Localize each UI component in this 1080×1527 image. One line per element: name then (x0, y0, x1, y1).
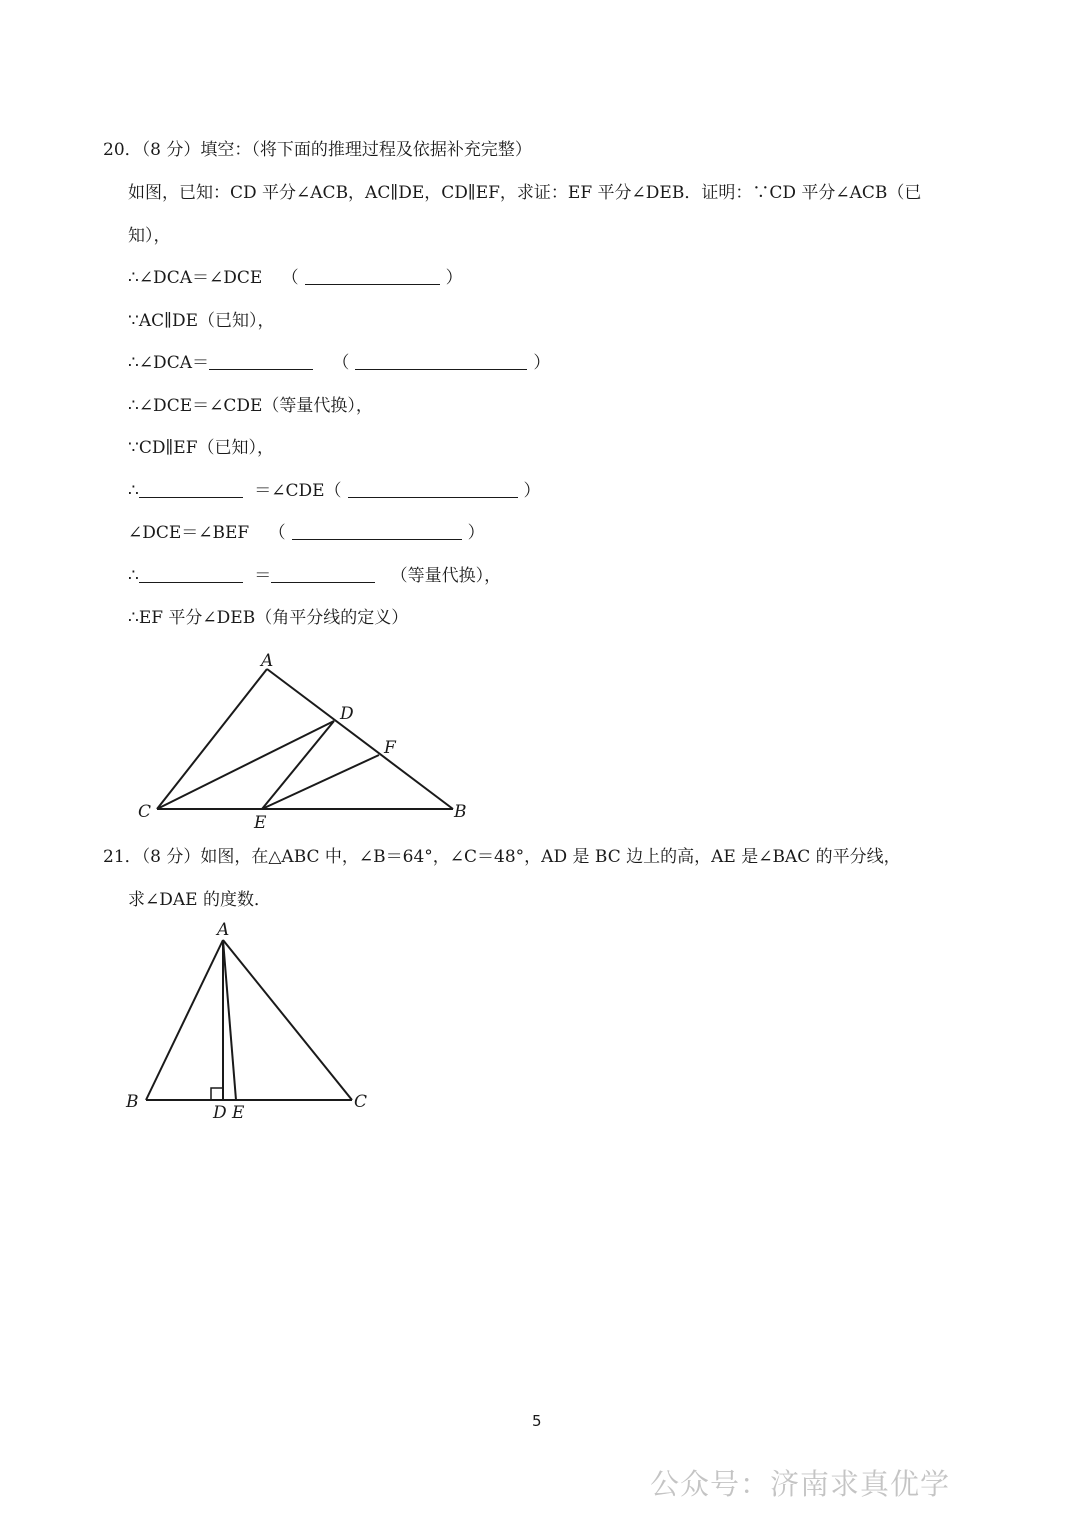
angle-blank-4[interactable] (271, 565, 375, 583)
seg-DE (262, 721, 334, 809)
paren-close: ） (533, 353, 551, 373)
step8-reason: （等量代换）， (390, 566, 502, 586)
angle-blank-1[interactable] (209, 352, 313, 370)
label-E: E (232, 1103, 245, 1123)
label-A: A (217, 920, 230, 940)
reason-blank-1[interactable] (305, 267, 440, 285)
q20-figure-svg (120, 645, 500, 835)
label-E: E (254, 813, 267, 833)
watermark: 公众号：济南求真优学 (650, 1467, 951, 1501)
q20-header: 20．（8 分）填空：（将下面的推理过程及依据补充完整） (103, 140, 532, 160)
reason-blank-4[interactable] (292, 522, 462, 540)
label-A: A (261, 651, 274, 671)
paren-close: ） (467, 523, 485, 543)
q20-step8 (128, 564, 501, 588)
seg-AB (267, 669, 453, 809)
angle-blank-2[interactable] (139, 480, 243, 498)
right-angle-mark (211, 1088, 223, 1100)
q21-line2: 求∠DAE 的度数． (128, 890, 271, 910)
step6-mid: ＝∠CDE（ (254, 481, 342, 501)
label-B: B (454, 802, 467, 822)
label-C: C (354, 1092, 368, 1112)
q20-step4: ∴∠DCE＝∠CDE（等量代换）， (128, 396, 373, 416)
seg-EF (262, 755, 379, 809)
paren-open: （ (281, 268, 299, 288)
reason-blank-2[interactable] (355, 352, 527, 370)
q20-step3 (128, 351, 550, 375)
label-D: D (340, 704, 354, 724)
q20-step2: ∵AC∥DE（已知）， (128, 311, 275, 331)
seg-CD (157, 721, 334, 809)
q20-given-line1: 如图，已知：CD 平分∠ACB，AC∥DE，CD∥EF，求证：EF 平分∠DEB．证明：∵CD 平分∠ACB（已 (128, 183, 922, 203)
label-D: D (213, 1103, 227, 1123)
paren-open: （ (268, 523, 286, 543)
label-C: C (138, 802, 152, 822)
seg-CA (157, 669, 267, 809)
step7-text: ∠DCE＝∠BEF (128, 523, 250, 543)
q21-figure-svg (120, 915, 380, 1130)
paren-close: ） (523, 481, 541, 501)
angle-blank-3[interactable] (139, 565, 243, 583)
label-B: B (126, 1092, 139, 1112)
q20-step9: ∴EF 平分∠DEB（角平分线的定义） (128, 608, 409, 628)
q20-figure (120, 645, 500, 840)
label-F: F (384, 738, 396, 758)
bisector-AE (223, 940, 236, 1100)
q20-given-line2: 知）， (128, 226, 171, 246)
paren-close: ） (445, 268, 463, 288)
q21-figure (120, 915, 380, 1135)
reason-blank-3[interactable] (348, 480, 518, 498)
q21-line1: 21．（8 分）如图，在△ABC 中，∠B＝64°，∠C＝48°，AD 是 BC 边上的高，AE 是∠BAC 的平分线， (103, 847, 901, 867)
q20-step5: ∵CD∥EF（已知）， (128, 438, 275, 458)
step6-pre: ∴ (128, 481, 139, 501)
q20-step6 (128, 479, 541, 503)
q20-step1 (128, 266, 463, 290)
paren-open: （ (332, 353, 350, 373)
seg-BA (146, 940, 223, 1100)
seg-AC (223, 940, 352, 1100)
step1-text: ∴∠DCA＝∠DCE (128, 268, 263, 288)
page-number: 5 (532, 1412, 542, 1430)
step3-text: ∴∠DCA＝ (128, 353, 209, 373)
step8-eq: ＝ (254, 566, 272, 586)
q20-step7 (128, 521, 485, 545)
step8-pre: ∴ (128, 566, 139, 586)
